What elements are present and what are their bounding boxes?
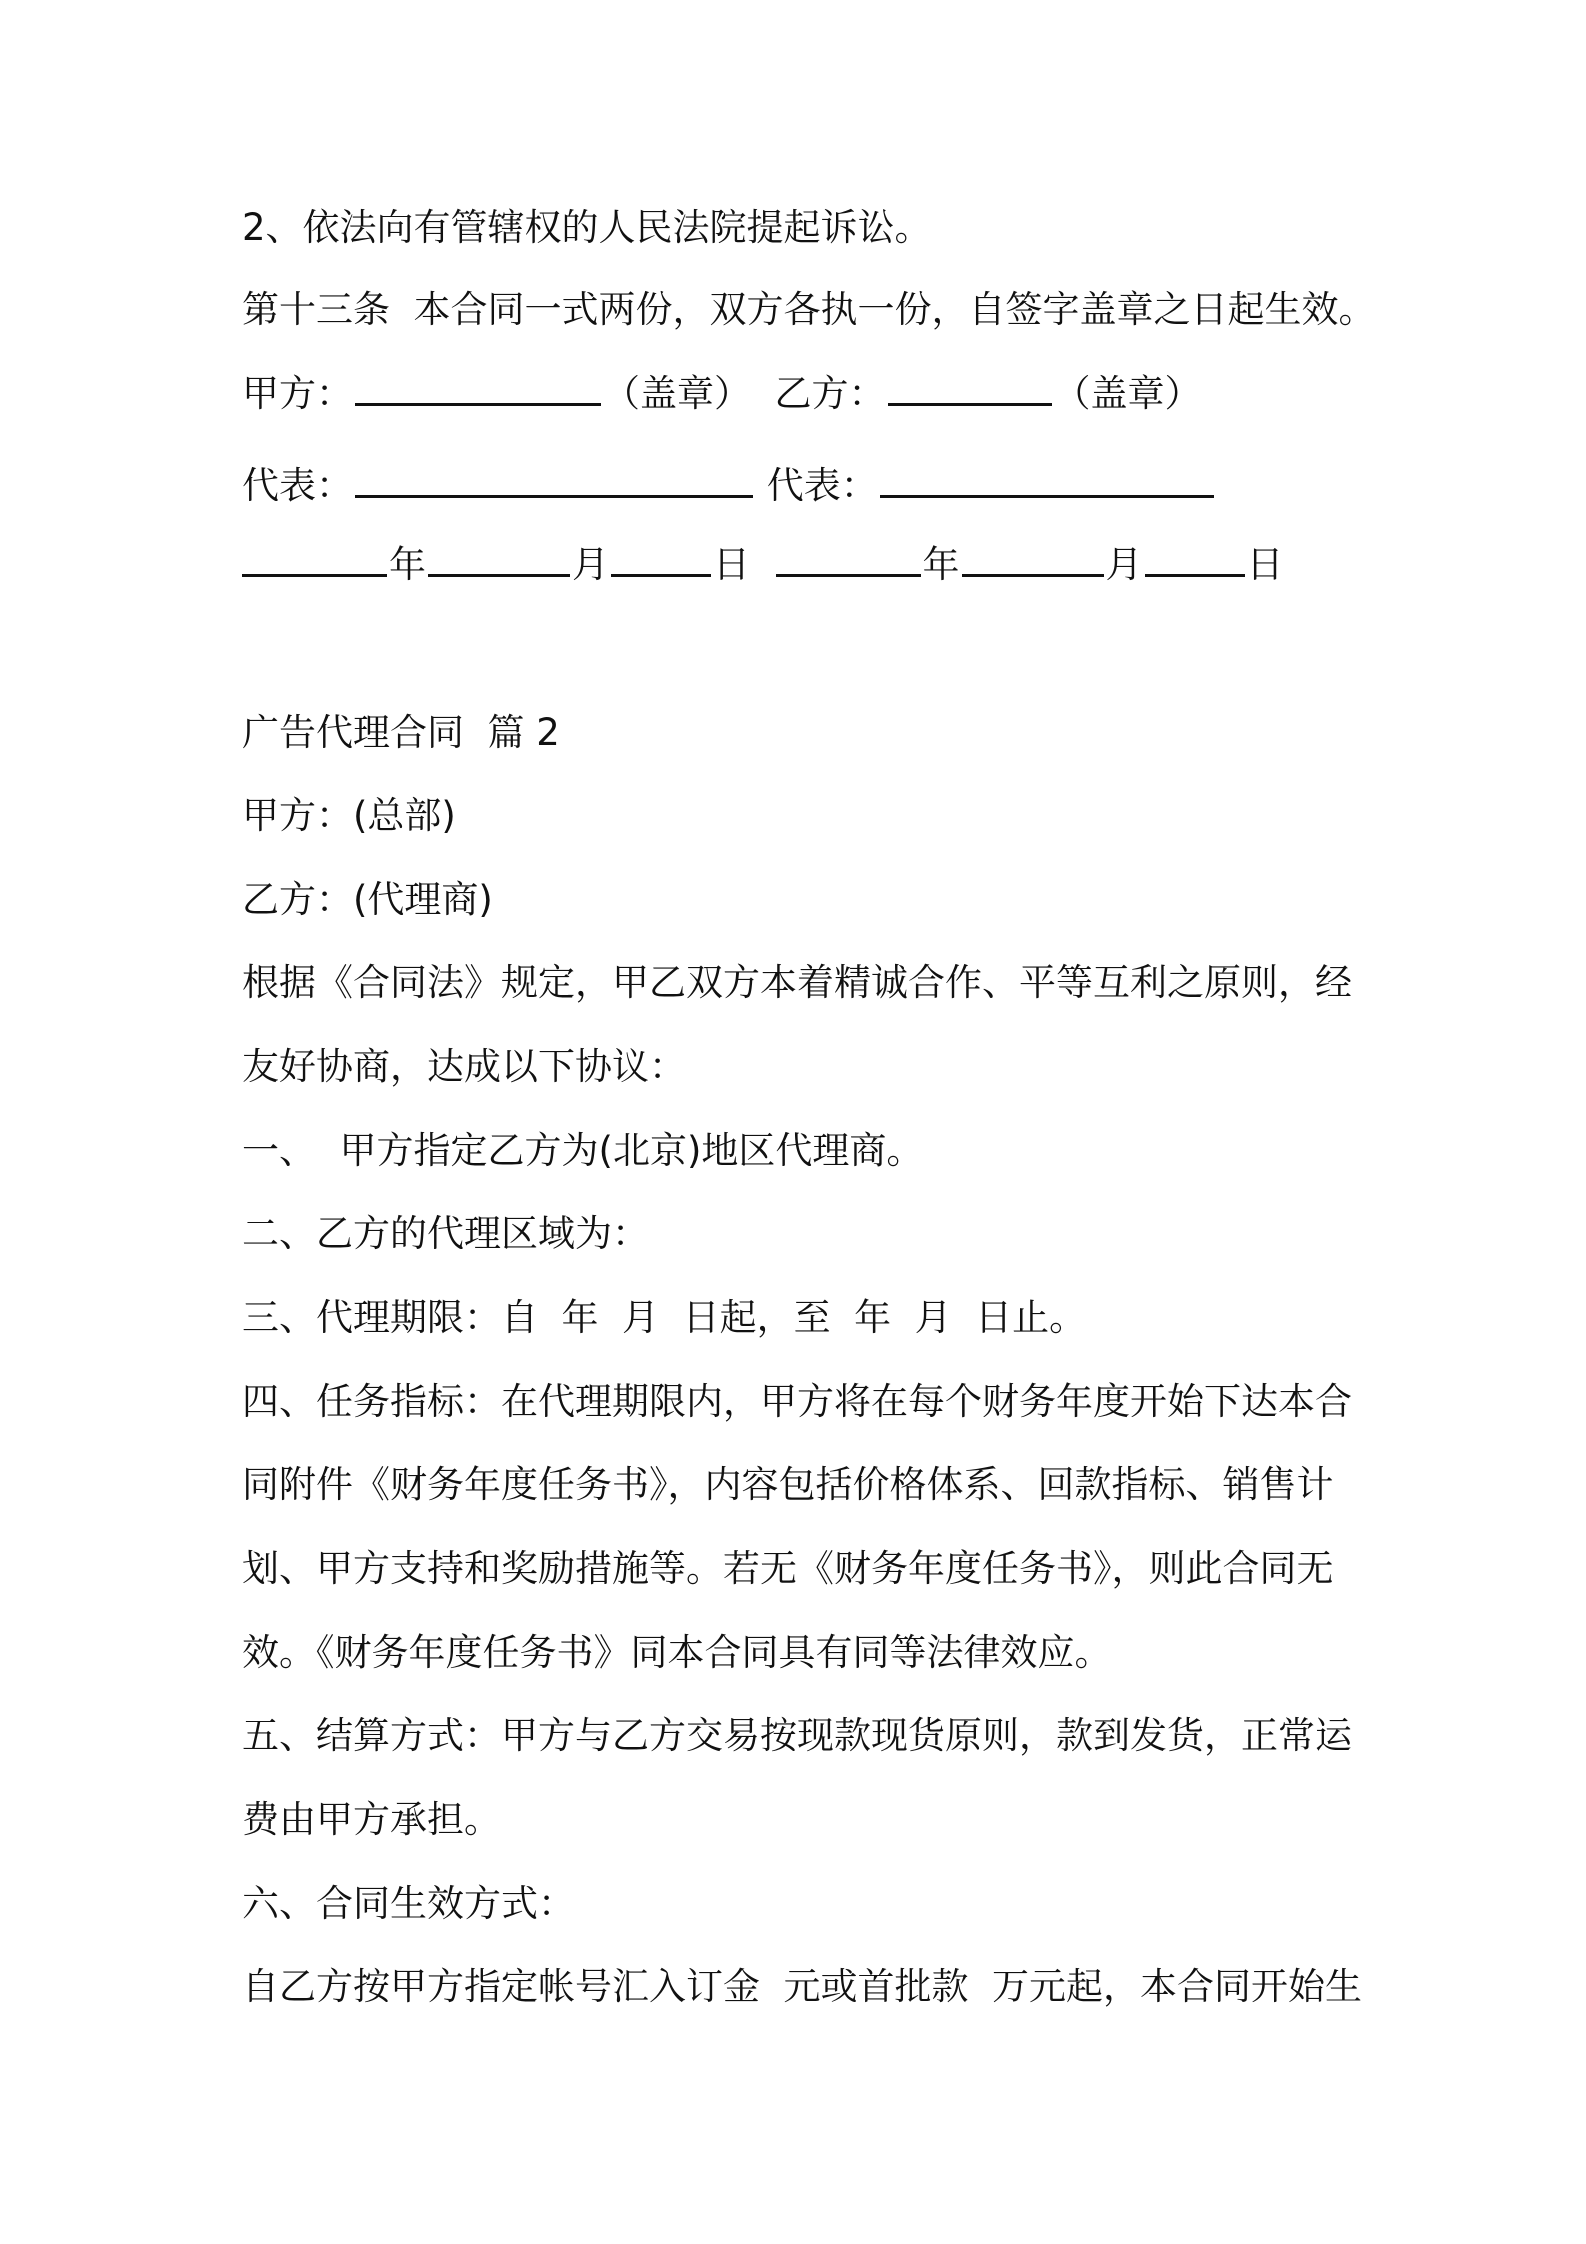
day-blank[interactable]: [611, 544, 711, 577]
paragraph-line: 五、结算方式：甲方与乙方交易按现款现货原则，款到发货，正常运: [242, 1714, 1352, 1757]
year-label: 年: [922, 543, 960, 586]
party-a-blank[interactable]: [355, 373, 601, 406]
rep-a-label: 代表：: [242, 464, 353, 507]
year-blank[interactable]: [242, 544, 387, 577]
paragraph-line: 同附件《财务年度任务书》，内容包括价格体系、回款指标、销售计: [242, 1463, 1334, 1506]
year-label: 年: [389, 543, 426, 586]
rep-b-label: 代表：: [766, 464, 878, 507]
paragraph-line: 一、 甲方指定乙方为(北京)地区代理商。: [242, 1129, 924, 1172]
paragraph-line: 费由甲方承担。: [242, 1798, 501, 1841]
paragraph-line: 友好协商，达成以下协议：: [242, 1045, 686, 1088]
paragraph-line: 四、任务指标：在代理期限内，甲方将在每个财务年度开始下达本合: [242, 1380, 1352, 1423]
paragraph-line: 二、乙方的代理区域为：: [242, 1212, 649, 1255]
paragraph-line: 乙方：(代理商): [242, 878, 493, 921]
rep-a-blank[interactable]: [355, 465, 753, 498]
paragraph-line: 六、合同生效方式：: [242, 1882, 575, 1925]
year-blank[interactable]: [776, 544, 921, 577]
clause-13: 第十三条 本合同一式两份，双方各执一份，自签字盖章之日起生效。: [242, 288, 1376, 331]
month-blank[interactable]: [962, 544, 1104, 577]
day-label: 日: [1246, 543, 1284, 586]
paragraph-line: 效。《财务年度任务书》同本合同具有同等法律效应。: [242, 1631, 1112, 1674]
party-b-label: 乙方：: [774, 372, 886, 415]
rep-b-blank[interactable]: [880, 465, 1214, 498]
seal-label: （盖章）: [1053, 372, 1202, 415]
representative-line: [242, 462, 1216, 510]
paragraph-line: 自乙方按甲方指定帐号汇入订金 元或首批款 万元起，本合同开始生: [242, 1965, 1363, 2008]
section-title: 广告代理合同 篇 2: [242, 711, 560, 754]
date-line: [242, 541, 1284, 589]
paragraph-line: 三、代理期限：自 年 月 日起，至 年 月 日止。: [242, 1296, 1087, 1339]
month-label: 月: [1105, 543, 1143, 586]
day-blank[interactable]: [1145, 544, 1245, 577]
seal-label: （盖章）: [603, 372, 751, 415]
signature-party-line: [242, 370, 1202, 418]
paragraph-line: 根据《合同法》规定，甲乙双方本着精诚合作、平等互利之原则，经: [242, 961, 1352, 1004]
day-label: 日: [713, 543, 750, 586]
clause-text: 2、依法向有管辖权的人民法院提起诉讼。: [242, 206, 932, 249]
party-b-blank[interactable]: [888, 373, 1052, 406]
month-blank[interactable]: [428, 544, 570, 577]
paragraph-line: 甲方：(总部): [242, 794, 456, 837]
party-a-label: 甲方：: [242, 372, 353, 415]
paragraph-line: 划、甲方支持和奖励措施等。若无《财务年度任务书》，则此合同无: [242, 1547, 1334, 1590]
month-label: 月: [572, 543, 609, 586]
